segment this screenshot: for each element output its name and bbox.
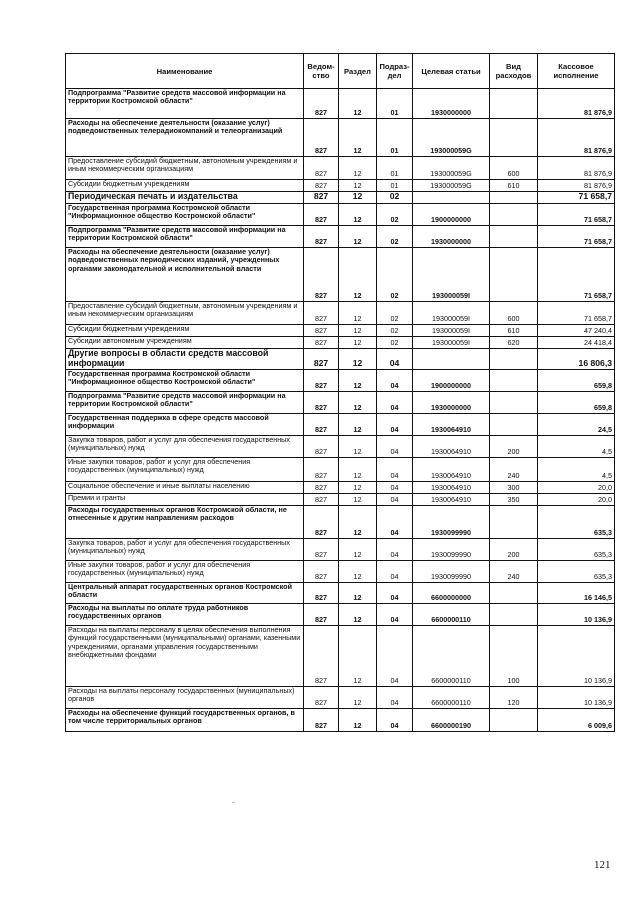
cell-name: Расходы на выплаты персоналу государственных (муниципальных) органов <box>66 687 304 709</box>
header-ved: Ведом-ство <box>304 54 339 89</box>
cell-ved: 827 <box>304 349 339 370</box>
cell-expense-type <box>490 414 538 436</box>
cell-ved: 827 <box>304 494 339 506</box>
cell-podrazdel: 04 <box>377 414 413 436</box>
cell-ved: 827 <box>304 583 339 604</box>
table-row <box>66 561 615 583</box>
cell-name: Подпрограмма "Развитие средств массовой информации на территории Костромской области" <box>66 392 304 414</box>
cell-ved: 827 <box>304 436 339 458</box>
cell-name: Субсидии бюджетным учреждениям <box>66 180 304 192</box>
cell-expense-type <box>490 506 538 539</box>
cell-name: Другие вопросы в области средств массовой информации <box>66 349 304 370</box>
table-row <box>66 482 615 494</box>
cell-expense-type <box>490 370 538 392</box>
cell-razdel: 12 <box>339 119 377 157</box>
cell-amount: 10 136,9 <box>538 626 615 687</box>
cell-podrazdel: 01 <box>377 89 413 119</box>
cell-expense-type: 200 <box>490 436 538 458</box>
cell-razdel: 12 <box>339 248 377 302</box>
cell-target-article: 1930064910 <box>413 414 490 436</box>
cell-razdel: 12 <box>339 436 377 458</box>
cell-podrazdel: 02 <box>377 192 413 204</box>
cell-expense-type: 600 <box>490 157 538 180</box>
cell-podrazdel: 01 <box>377 157 413 180</box>
cell-ved: 827 <box>304 226 339 248</box>
table-row <box>66 626 615 687</box>
stray-mark: - <box>232 797 235 807</box>
cell-amount: 24,5 <box>538 414 615 436</box>
cell-target-article: 193000059I <box>413 337 490 349</box>
cell-expense-type: 620 <box>490 337 538 349</box>
cell-expense-type <box>490 192 538 204</box>
cell-expense-type <box>490 709 538 732</box>
cell-amount: 71 658,7 <box>538 248 615 302</box>
cell-amount: 659,8 <box>538 370 615 392</box>
cell-expense-type <box>490 119 538 157</box>
cell-podrazdel: 04 <box>377 458 413 482</box>
cell-expense-type: 350 <box>490 494 538 506</box>
cell-amount: 20,0 <box>538 494 615 506</box>
cell-amount: 4,5 <box>538 458 615 482</box>
cell-name: Государственная программа Костромской области "Информационное общество Костромской области" <box>66 370 304 392</box>
cell-target-article: 193000059I <box>413 302 490 325</box>
cell-razdel: 12 <box>339 302 377 325</box>
cell-name: Расходы на обеспечение деятельности (оказание услуг) подведомственных телерадиокомпаний и телеорганизаций <box>66 119 304 157</box>
table-row <box>66 226 615 248</box>
cell-ved: 827 <box>304 482 339 494</box>
cell-amount: 24 418,4 <box>538 337 615 349</box>
cell-amount: 71 658,7 <box>538 204 615 226</box>
cell-podrazdel: 02 <box>377 302 413 325</box>
cell-name: Государственная поддержка в сфере средств массовой информации <box>66 414 304 436</box>
header-expense-type: Вид расходов <box>490 54 538 89</box>
cell-razdel: 12 <box>339 392 377 414</box>
cell-expense-type <box>490 392 538 414</box>
table-row <box>66 192 615 204</box>
table-row <box>66 204 615 226</box>
cell-razdel: 12 <box>339 709 377 732</box>
cell-podrazdel: 04 <box>377 482 413 494</box>
cell-razdel: 12 <box>339 482 377 494</box>
cell-expense-type <box>490 349 538 370</box>
cell-expense-type: 610 <box>490 325 538 337</box>
cell-target-article: 6600000110 <box>413 687 490 709</box>
cell-podrazdel: 04 <box>377 436 413 458</box>
cell-podrazdel: 04 <box>377 349 413 370</box>
cell-name: Субсидии автономным учреждениям <box>66 337 304 349</box>
cell-name: Иные закупки товаров, работ и услуг для обеспечения государственных (муниципальных) нужд <box>66 458 304 482</box>
cell-ved: 827 <box>304 302 339 325</box>
cell-expense-type: 240 <box>490 561 538 583</box>
cell-podrazdel: 04 <box>377 506 413 539</box>
cell-razdel: 12 <box>339 157 377 180</box>
cell-razdel: 12 <box>339 626 377 687</box>
header-target-article: Целевая статьи <box>413 54 490 89</box>
cell-podrazdel: 04 <box>377 392 413 414</box>
cell-podrazdel: 02 <box>377 204 413 226</box>
cell-amount: 10 136,9 <box>538 687 615 709</box>
cell-ved: 827 <box>304 370 339 392</box>
cell-razdel: 12 <box>339 561 377 583</box>
cell-name: Премии и гранты <box>66 494 304 506</box>
table-row <box>66 687 615 709</box>
cell-amount: 4,5 <box>538 436 615 458</box>
cell-podrazdel: 02 <box>377 248 413 302</box>
table-row <box>66 392 615 414</box>
cell-razdel: 12 <box>339 337 377 349</box>
cell-ved: 827 <box>304 192 339 204</box>
cell-ved: 827 <box>304 157 339 180</box>
table-row <box>66 325 615 337</box>
cell-podrazdel: 04 <box>377 709 413 732</box>
table-row <box>66 349 615 370</box>
cell-target-article: 1930099990 <box>413 506 490 539</box>
cell-name: Расходы на обеспечение деятельности (оказание услуг) подведомственных периодических изданий, учрежденных органами законодательной и исполнительной власти <box>66 248 304 302</box>
header-name: Наименование <box>66 54 304 89</box>
cell-razdel: 12 <box>339 458 377 482</box>
cell-podrazdel: 04 <box>377 687 413 709</box>
cell-ved: 827 <box>304 119 339 157</box>
cell-razdel: 12 <box>339 506 377 539</box>
cell-target-article: 1900000000 <box>413 370 490 392</box>
cell-name: Расходы государственных органов Костромской области, не отнесенные к другим направлениям расходов <box>66 506 304 539</box>
cell-razdel: 12 <box>339 494 377 506</box>
cell-name: Подпрограмма "Развитие средств массовой информации на территории Костромской области" <box>66 226 304 248</box>
cell-podrazdel: 04 <box>377 626 413 687</box>
cell-ved: 827 <box>304 458 339 482</box>
cell-target-article: 1930000000 <box>413 89 490 119</box>
cell-target-article: 6600000000 <box>413 583 490 604</box>
cell-ved: 827 <box>304 180 339 192</box>
cell-expense-type <box>490 604 538 626</box>
cell-amount: 635,3 <box>538 561 615 583</box>
cell-expense-type: 200 <box>490 539 538 561</box>
table-row <box>66 157 615 180</box>
table-row <box>66 180 615 192</box>
page-number: 121 <box>594 859 611 871</box>
cell-razdel: 12 <box>339 89 377 119</box>
cell-razdel: 12 <box>339 370 377 392</box>
cell-razdel: 12 <box>339 226 377 248</box>
cell-ved: 827 <box>304 414 339 436</box>
cell-razdel: 12 <box>339 583 377 604</box>
cell-ved: 827 <box>304 248 339 302</box>
cell-amount: 47 240,4 <box>538 325 615 337</box>
cell-amount: 16 146,5 <box>538 583 615 604</box>
cell-target-article: 193000059I <box>413 325 490 337</box>
cell-amount: 71 658,7 <box>538 302 615 325</box>
cell-amount: 635,3 <box>538 506 615 539</box>
cell-ved: 827 <box>304 392 339 414</box>
cell-target-article: 193000059I <box>413 248 490 302</box>
cell-ved: 827 <box>304 626 339 687</box>
cell-amount: 71 658,7 <box>538 192 615 204</box>
cell-amount: 81 876,9 <box>538 180 615 192</box>
cell-name: Социальное обеспечение и иные выплаты населению <box>66 482 304 494</box>
cell-razdel: 12 <box>339 180 377 192</box>
cell-amount: 16 806,3 <box>538 349 615 370</box>
cell-name: Периодическая печать и издательства <box>66 192 304 204</box>
cell-name: Центральный аппарат государственных органов Костромской области <box>66 583 304 604</box>
cell-podrazdel: 02 <box>377 337 413 349</box>
table-row <box>66 458 615 482</box>
cell-podrazdel: 02 <box>377 226 413 248</box>
cell-target-article: 1930000000 <box>413 392 490 414</box>
cell-amount: 659,8 <box>538 392 615 414</box>
cell-expense-type <box>490 204 538 226</box>
cell-target-article <box>413 349 490 370</box>
table-row <box>66 583 615 604</box>
table-row <box>66 248 615 302</box>
table-row <box>66 119 615 157</box>
cell-razdel: 12 <box>339 325 377 337</box>
table-row <box>66 506 615 539</box>
cell-ved: 827 <box>304 325 339 337</box>
cell-target-article: 1930064910 <box>413 458 490 482</box>
table-row <box>66 709 615 732</box>
cell-target-article: 193000059G <box>413 157 490 180</box>
cell-expense-type <box>490 226 538 248</box>
cell-expense-type: 120 <box>490 687 538 709</box>
cell-razdel: 12 <box>339 539 377 561</box>
table-row <box>66 539 615 561</box>
cell-podrazdel: 04 <box>377 494 413 506</box>
cell-podrazdel: 04 <box>377 583 413 604</box>
cell-expense-type <box>490 89 538 119</box>
cell-ved: 827 <box>304 337 339 349</box>
table-row <box>66 436 615 458</box>
cell-razdel: 12 <box>339 414 377 436</box>
cell-target-article <box>413 192 490 204</box>
cell-target-article: 1930099990 <box>413 561 490 583</box>
header-podrazdel: Подраз-дел <box>377 54 413 89</box>
cell-expense-type: 100 <box>490 626 538 687</box>
cell-amount: 81 876,9 <box>538 157 615 180</box>
cell-target-article: 6600000110 <box>413 604 490 626</box>
cell-target-article: 1900000000 <box>413 204 490 226</box>
cell-expense-type <box>490 248 538 302</box>
cell-target-article: 1930064910 <box>413 482 490 494</box>
cell-podrazdel: 04 <box>377 604 413 626</box>
cell-name: Расходы на обеспечение функций государственных органов, в том числе территориальных органов <box>66 709 304 732</box>
cell-podrazdel: 01 <box>377 119 413 157</box>
cell-amount: 10 136,9 <box>538 604 615 626</box>
cell-razdel: 12 <box>339 349 377 370</box>
cell-razdel: 12 <box>339 192 377 204</box>
cell-expense-type: 600 <box>490 302 538 325</box>
cell-amount: 81 876,9 <box>538 89 615 119</box>
table-row <box>66 89 615 119</box>
cell-name: Субсидии бюджетным учреждениям <box>66 325 304 337</box>
cell-name: Закупка товаров, работ и услуг для обеспечения государственных (муниципальных) нужд <box>66 436 304 458</box>
cell-ved: 827 <box>304 506 339 539</box>
cell-name: Закупка товаров, работ и услуг для обеспечения государственных (муниципальных) нужд <box>66 539 304 561</box>
cell-ved: 827 <box>304 709 339 732</box>
cell-target-article: 193000059G <box>413 180 490 192</box>
table-row <box>66 337 615 349</box>
cell-razdel: 12 <box>339 604 377 626</box>
cell-name: Государственная программа Костромской области "Информационное общество Костромской области" <box>66 204 304 226</box>
cell-name: Расходы на выплаты по оплате труда работников государственных органов <box>66 604 304 626</box>
table-row <box>66 494 615 506</box>
table-row <box>66 414 615 436</box>
cell-name: Предоставление субсидий бюджетным, автономным учреждениям и иным некоммерческим организациям <box>66 302 304 325</box>
cell-ved: 827 <box>304 604 339 626</box>
cell-amount: 20,0 <box>538 482 615 494</box>
cell-name: Расходы на выплаты персоналу в целях обеспечения выполнения функций государственными (муниципальными) органами, казенными учреждениями, органами управления государственными внебюджетными фондами <box>66 626 304 687</box>
cell-amount: 71 658,7 <box>538 226 615 248</box>
cell-amount: 635,3 <box>538 539 615 561</box>
cell-expense-type: 240 <box>490 458 538 482</box>
cell-podrazdel: 04 <box>377 370 413 392</box>
cell-podrazdel: 04 <box>377 539 413 561</box>
cell-razdel: 12 <box>339 687 377 709</box>
cell-podrazdel: 01 <box>377 180 413 192</box>
cell-target-article: 193000059G <box>413 119 490 157</box>
cell-target-article: 1930000000 <box>413 226 490 248</box>
cell-target-article: 1930099990 <box>413 539 490 561</box>
cell-expense-type: 610 <box>490 180 538 192</box>
cell-target-article: 1930064910 <box>413 494 490 506</box>
table-row <box>66 604 615 626</box>
cell-ved: 827 <box>304 561 339 583</box>
cell-expense-type: 300 <box>490 482 538 494</box>
cell-razdel: 12 <box>339 204 377 226</box>
cell-expense-type <box>490 583 538 604</box>
cell-ved: 827 <box>304 204 339 226</box>
cell-name: Подпрограмма "Развитие средств массовой информации на территории Костромской области" <box>66 89 304 119</box>
cell-ved: 827 <box>304 687 339 709</box>
cell-name: Предоставление субсидий бюджетным, автономным учреждениям и иным некоммерческим организациям <box>66 157 304 180</box>
cell-podrazdel: 04 <box>377 561 413 583</box>
cell-ved: 827 <box>304 89 339 119</box>
cell-amount: 81 876,9 <box>538 119 615 157</box>
cell-target-article: 1930064910 <box>413 436 490 458</box>
cell-amount: 6 009,6 <box>538 709 615 732</box>
cell-ved: 827 <box>304 539 339 561</box>
table-row <box>66 302 615 325</box>
cell-podrazdel: 02 <box>377 325 413 337</box>
cell-name: Иные закупки товаров, работ и услуг для обеспечения государственных (муниципальных) нужд <box>66 561 304 583</box>
header-cash-execution: Кассовое исполнение <box>538 54 615 89</box>
table-header-row <box>66 54 615 89</box>
table-row <box>66 370 615 392</box>
budget-execution-table <box>65 53 615 732</box>
cell-target-article: 6600000110 <box>413 626 490 687</box>
cell-target-article: 6600000190 <box>413 709 490 732</box>
header-razdel: Раздел <box>339 54 377 89</box>
